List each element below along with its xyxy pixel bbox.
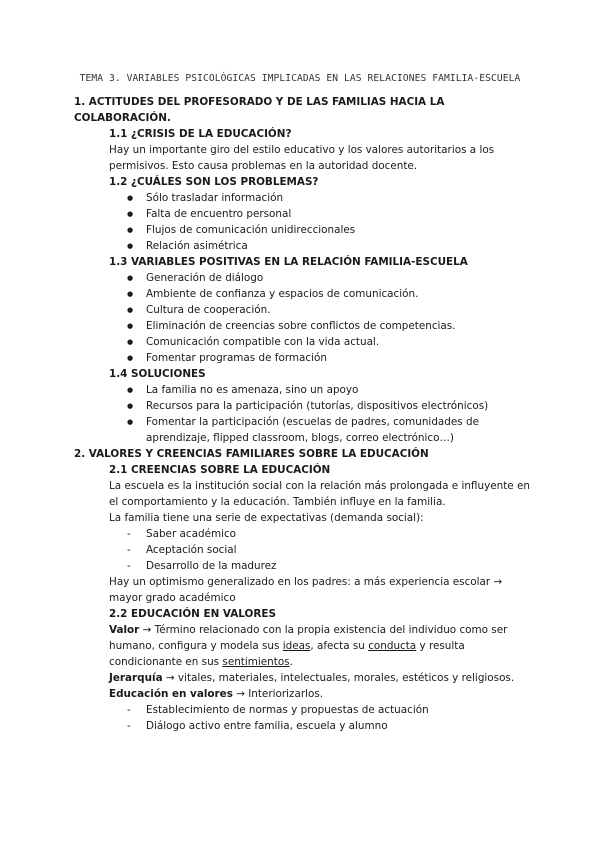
jerarquia-text: → vitales, materiales, intelectuales, morales, estéticos y religiosos. — [162, 672, 515, 684]
list-item: - Saber académico — [109, 526, 534, 542]
list-item: ● Fomentar programas de formación — [109, 350, 534, 366]
list-item: ● Ambiente de confianza y espacios de comunicación. — [109, 286, 534, 302]
valor-text-c: y resulta condicionante en sus — [109, 640, 465, 668]
list-item: ● Eliminación de creencias sobre conflictos de competencias. — [109, 318, 534, 334]
list-item: ● Cultura de cooperación. — [109, 302, 534, 318]
section-1-2-heading: 1.2 ¿CUÁLES SON LOS PROBLEMAS? — [109, 176, 319, 188]
list-item: ● Generación de diálogo — [109, 270, 534, 286]
jerarquia-definition — [109, 670, 534, 686]
section-1-4-heading: 1.4 SOLUCIONES — [109, 368, 206, 380]
list-item: - Diálogo activo entre familia, escuela y alumno — [109, 718, 534, 734]
list-item: ● Falta de encuentro personal — [109, 206, 534, 222]
valor-ideas: ideas — [282, 640, 311, 652]
list-item: ● Recursos para la participación (tutorías, dispositivos electrónicos) — [109, 398, 534, 414]
list-item: ● Relación asimétrica — [109, 238, 534, 254]
jerarquia-label: Jerarquía — [109, 672, 163, 684]
section-2-1-text-1: La escuela es la institución social con la relación más prolongada e influyente en el comportamiento y la educación. También influye en la familia. — [109, 480, 530, 508]
section-2-1-text-3: Hay un optimismo generalizado en los padres: a más experiencia escolar → mayor grado académico — [109, 576, 503, 604]
valor-text-a: → Término relacionado con la propia existencia del individuo como ser humano, configura y modela sus — [109, 624, 508, 652]
list-item: ● Sólo trasladar información — [109, 190, 534, 206]
list-item: ● Flujos de comunicación unidireccionales — [109, 222, 534, 238]
values-education-list — [109, 702, 534, 734]
list-item: ● Fomentar la participación (escuelas de padres, comunidades de aprendizaje, flipped classroom, blogs, correo electrónico…) — [109, 414, 534, 446]
section-1-heading: 1. ACTITUDES DEL PROFESORADO Y DE LAS FAMILIAS HACIA LA COLABORACIÓN. — [74, 96, 445, 124]
valor-text-d: . — [289, 656, 293, 668]
list-item: - Establecimiento de normas y propuestas de actuación — [109, 702, 534, 718]
edu-text: → Interiorizarlos. — [232, 688, 324, 700]
valor-text-b: , afecta su — [310, 640, 369, 652]
section-1-1-heading: 1.1 ¿CRISIS DE LA EDUCACIÓN? — [109, 128, 292, 140]
section-2-heading: 2. VALORES Y CREENCIAS FAMILIARES SOBRE LA EDUCACIÓN — [74, 448, 429, 460]
section-1-1-text: Hay un importante giro del estilo educativo y los valores autoritarios a los permisivos. Esto causa problemas en la autoridad docente. — [109, 144, 495, 172]
document-body — [74, 94, 534, 734]
valor-definition — [109, 622, 534, 670]
section-2-2-heading: 2.2 EDUCACIÓN EN VALORES — [109, 608, 276, 620]
list-item: ● La familia no es amenaza, sino un apoyo — [109, 382, 534, 398]
section-2-1-heading: 2.1 CREENCIAS SOBRE LA EDUCACIÓN — [109, 464, 331, 476]
section-2-1-text-2: La familia tiene una serie de expectativas (demanda social): — [109, 512, 424, 524]
list-item: ● Comunicación compatible con la vida actual. — [109, 334, 534, 350]
valor-label: Valor — [109, 624, 140, 636]
list-item: - Aceptación social — [109, 542, 534, 558]
solutions-list — [109, 382, 534, 446]
valor-sentimientos: sentimientos — [222, 656, 290, 668]
list-item: - Desarrollo de la madurez — [109, 558, 534, 574]
positive-variables-list — [109, 270, 534, 366]
edu-label: Educación en valores — [109, 688, 233, 700]
problems-list — [109, 190, 534, 254]
expectations-list — [109, 526, 534, 574]
section-1-3-heading: 1.3 VARIABLES POSITIVAS EN LA RELACIÓN FAMILIA-ESCUELA — [109, 256, 468, 268]
document-title: TEMA 3. VARIABLES PSICOLÓGICAS IMPLICADAS EN LAS RELACIONES FAMILIA-ESCUELA — [79, 73, 521, 84]
educacion-valores-definition — [109, 686, 534, 702]
valor-conducta: conducta — [368, 640, 417, 652]
